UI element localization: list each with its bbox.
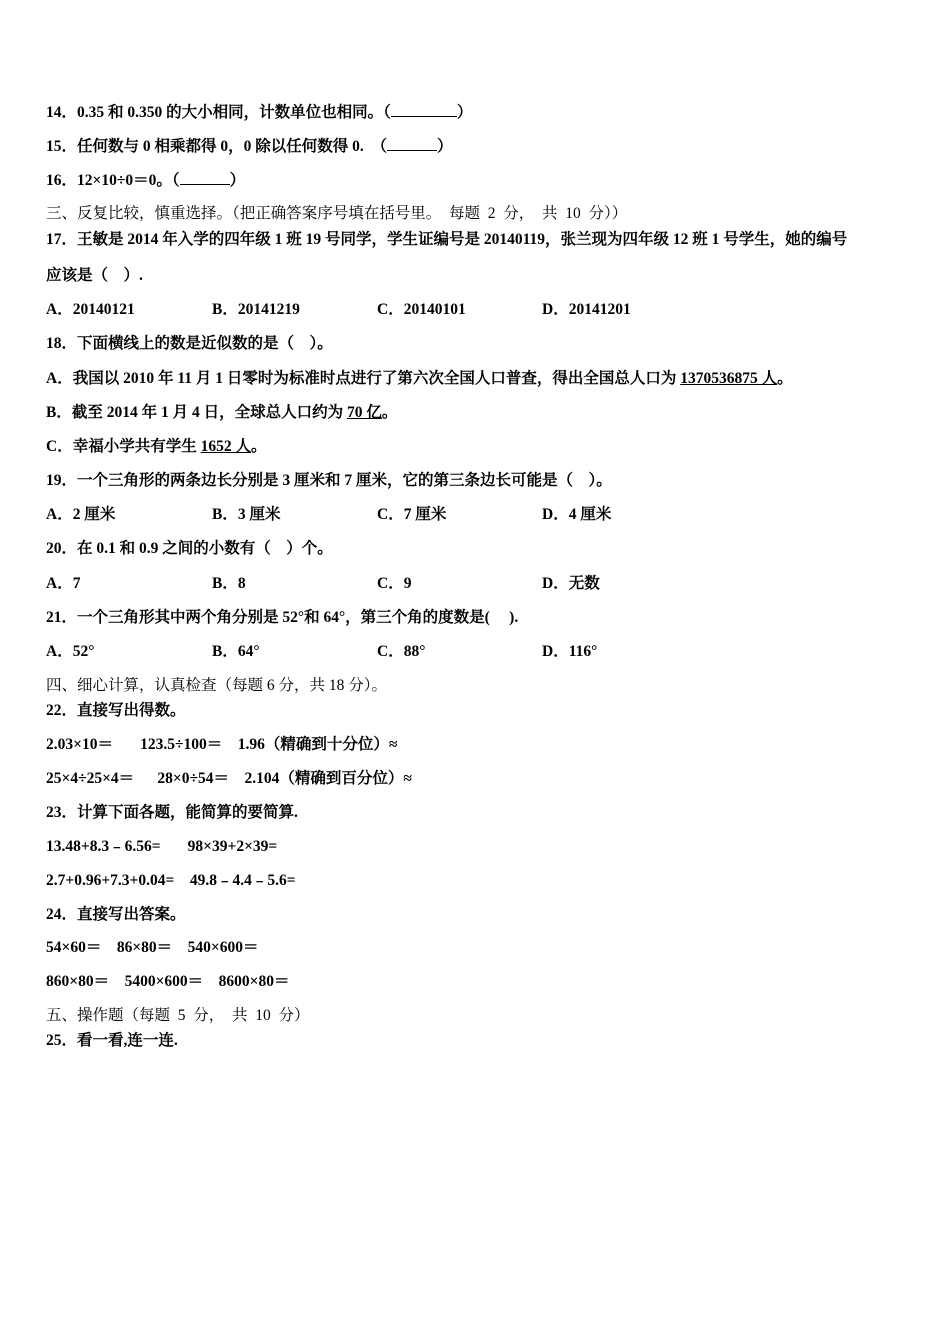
q20-option-c[interactable]: C．9 [377,575,412,592]
q21-option-a[interactable]: A．52° [46,643,95,660]
q21-option-b[interactable]: B．64° [212,643,260,660]
question-17-stem: 17．王敏是 2014 年入学的四年级 1 班 19 号同学，学生证编号是 20140119，张兰现为四年级 12 班 1 号学生，她的编号 [46,231,848,248]
question-23-stem: 23．计算下面各题，能简算的要简算. [46,804,298,821]
question-24-stem: 24．直接写出答案。 [46,906,186,923]
section-3-heading: 三、反复比较，慎重选择。（把正确答案序号填在括号里。 每题 2 分， 共 10 分）） [46,205,628,222]
section-5-heading: 五、操作题（每题 5 分， 共 10 分） [46,1007,310,1024]
answer-blank[interactable] [387,136,437,151]
q23-row-2: 2.7+0.96+7.3+0.04= 49.8﹣4.4﹣5.6= [46,872,296,889]
q19-option-b[interactable]: B．3 厘米 [212,506,281,523]
q20-option-a[interactable]: A．7 [46,575,81,592]
q22-row-1: 2.03×10＝ 123.5÷100＝ 1.96（精确到十分位）≈ [46,736,398,753]
question-17-stem-cont: 应该是（ ）. [46,267,143,284]
question-19-stem: 19．一个三角形的两条边长分别是 3 厘米和 7 厘米，它的第三条边长可能是（ ）。 [46,472,612,489]
q18-option-b[interactable]: B．截至 2014 年 1 月 4 日，全球总人口约为 70 亿。 [46,404,398,421]
section-4-heading: 四、细心计算，认真检查（每题 6 分，共 18 分）。 [46,677,388,694]
q19-option-d[interactable]: D．4 厘米 [542,506,612,523]
q20-option-d[interactable]: D．无数 [542,575,600,592]
q19-option-c[interactable]: C．7 厘米 [377,506,447,523]
answer-blank[interactable] [391,102,457,117]
question-25-stem: 25．看一看,连一连. [46,1032,178,1049]
question-14: 14．0.35 和 0.350 的大小相同，计数单位也相同。（ ） [46,104,473,121]
q18-option-a[interactable]: A．我国以 2010 年 11 月 1 日零时为标准时点进行了第六次全国人口普查，得出全国总人口为 1370536875 人。 [46,370,793,387]
question-16: 16．12×10÷0＝0。（ ） [46,172,246,189]
underlined-number: 1652 人 [200,438,251,455]
q24-row-1: 54×60＝ 86×80＝ 540×600＝ [46,939,259,956]
q22-row-2: 25×4÷25×4＝ 28×0÷54＝ 2.104（精确到百分位）≈ [46,770,412,787]
q21-option-c[interactable]: C．88° [377,643,426,660]
question-22-stem: 22．直接写出得数。 [46,702,186,719]
q17-option-c[interactable]: C．20140101 [377,301,466,318]
q17-option-b[interactable]: B．20141219 [212,301,300,318]
q17-option-d[interactable]: D．20141201 [542,301,631,318]
q24-row-2: 860×80＝ 5400×600＝ 8600×80＝ [46,973,290,990]
q17-option-a[interactable]: A．20140121 [46,301,135,318]
underlined-number: 1370536875 人 [680,370,778,387]
answer-blank[interactable] [180,170,230,185]
q23-row-1: 13.48+8.3﹣6.56= 98×39+2×39= [46,838,278,855]
underlined-number: 70 亿 [346,404,382,421]
question-18-stem: 18．下面横线上的数是近似数的是（ ）。 [46,335,333,352]
q21-option-d[interactable]: D．116° [542,643,598,660]
question-20-stem: 20．在 0.1 和 0.9 之间的小数有（ ）个。 [46,540,333,557]
q20-option-b[interactable]: B．8 [212,575,246,592]
question-15: 15．任何数与 0 相乘都得 0，0 除以任何数得 0. （ ） [46,138,453,155]
question-21-stem: 21．一个三角形其中两个角分别是 52°和 64°，第三个角的度数是( ). [46,609,519,626]
q19-option-a[interactable]: A．2 厘米 [46,506,116,523]
q18-option-c[interactable]: C．幸福小学共有学生 1652 人。 [46,438,267,455]
